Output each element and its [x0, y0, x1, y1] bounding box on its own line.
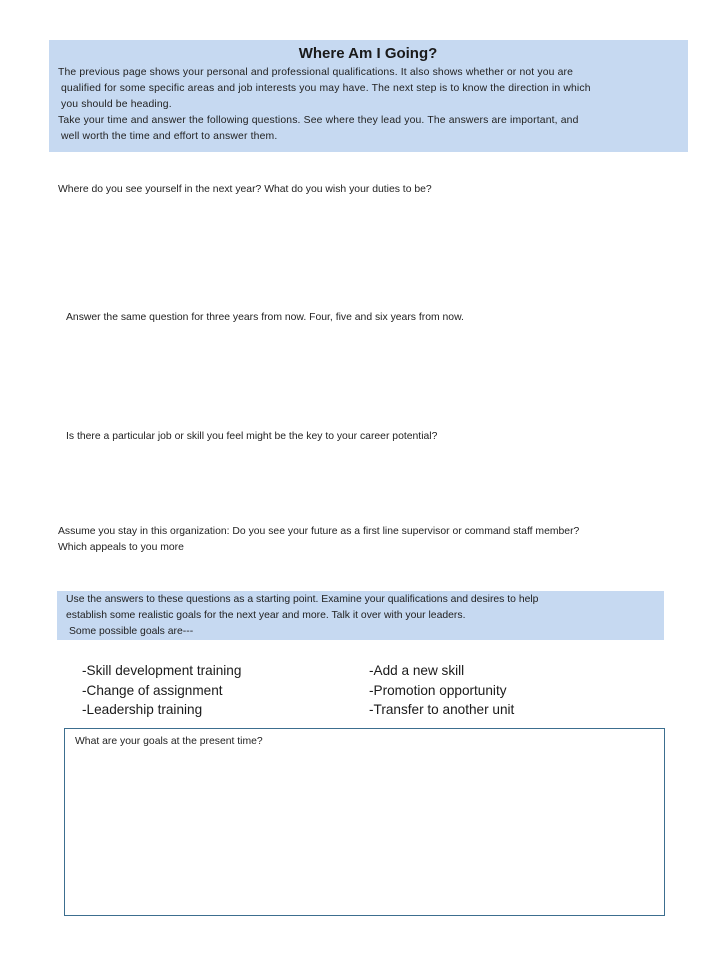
- page-title: Where Am I Going?: [298, 45, 438, 62]
- question-key-skill: Is there a particular job or skill you feel might be the key to your career potential?: [66, 431, 438, 442]
- header-paragraph-1: [58, 65, 678, 113]
- instruction-text: [66, 592, 658, 640]
- goal-item: -Change of assignment: [82, 682, 223, 698]
- goal-item: -Leadership training: [82, 702, 203, 717]
- question-future-role: [58, 524, 579, 556]
- header-paragraph-1-line: The previous page shows your personal and professional qualifications. It also shows whether or not you are: [58, 67, 574, 78]
- goal-item: -Promotion opportunity: [369, 682, 507, 698]
- goal-item: -Add a new skill: [369, 663, 465, 678]
- header-paragraph-1-line: qualified for some specific areas and job interests you may have. The next step is to know the direction in which: [61, 83, 591, 94]
- question-three-years: Answer the same question for three years from now. Four, five and six years from now.: [66, 312, 464, 323]
- header-paragraph-1-line: you should be heading.: [61, 99, 172, 110]
- question-future-role-line: Which appeals to you more: [58, 542, 184, 553]
- present-goals-answer-box[interactable]: [64, 728, 665, 916]
- goal-item: -Skill development training: [82, 663, 242, 678]
- instruction-box: [57, 591, 664, 640]
- question-next-year: Where do you see yourself in the next year? What do you wish your duties to be?: [58, 184, 432, 195]
- goal-item: -Transfer to another unit: [369, 702, 515, 717]
- instruction-line: establish some realistic goals for the next year and more. Talk it over with your leaders.: [66, 610, 466, 621]
- header-box: [49, 40, 688, 152]
- header-paragraph-2-line: Take your time and answer the following questions. See where they lead you. The answers are important, and: [58, 115, 579, 126]
- instruction-line: Use the answers to these questions as a starting point. Examine your qualifications and desires to help: [66, 594, 539, 605]
- goals-list-right: [369, 661, 514, 720]
- present-goals-prompt: What are your goals at the present time?: [75, 736, 263, 747]
- header-paragraph-2: [58, 113, 678, 145]
- instruction-line: Some possible goals are---: [69, 626, 194, 637]
- header-paragraph-2-line: well worth the time and effort to answer them.: [61, 131, 278, 142]
- goals-list-left: [82, 661, 241, 720]
- question-future-role-line: Assume you stay in this organization: Do you see your future as a first line supervisor or command staff member?: [58, 526, 580, 537]
